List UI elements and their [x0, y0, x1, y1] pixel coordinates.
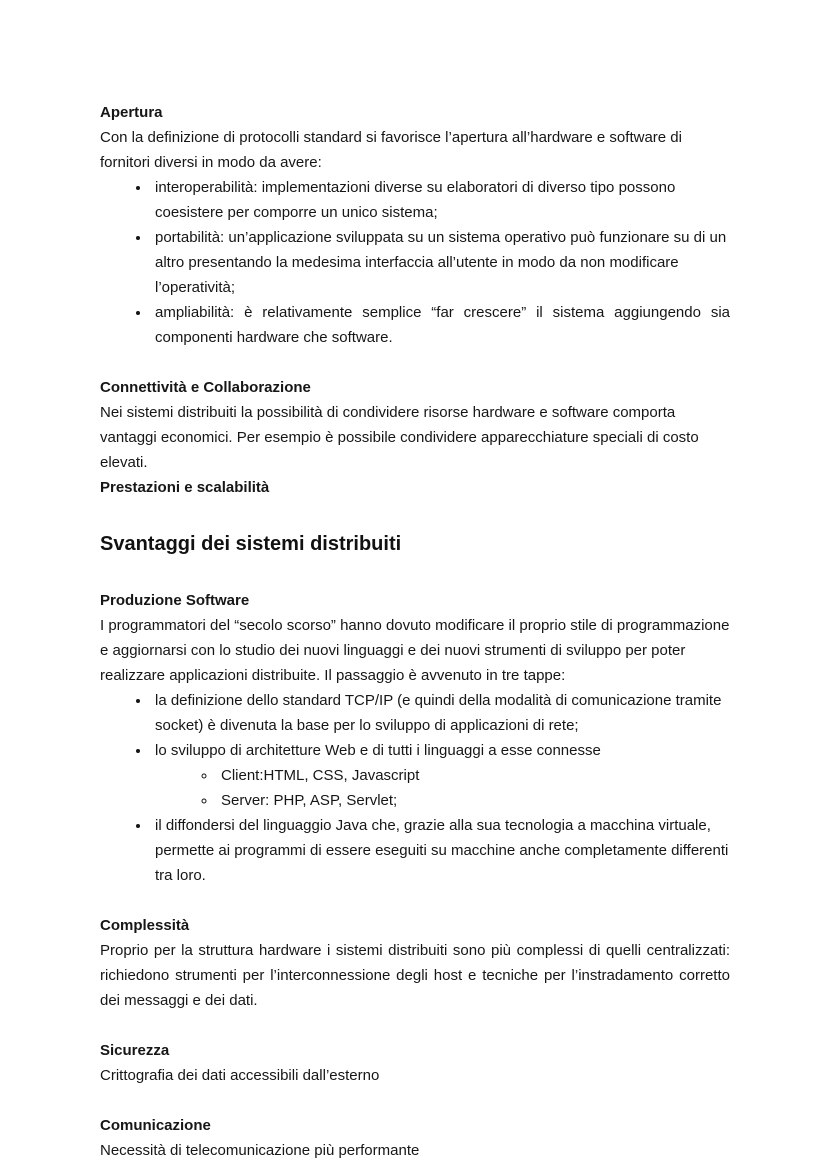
paragraph: Crittografia dei dati accessibili dall’esterno	[100, 1067, 380, 1084]
paragraph: Necessità di telecomunicazione più performante	[100, 1142, 420, 1159]
spacer	[100, 350, 730, 375]
bullet-item-text: lo sviluppo di architetture Web e di tutti i linguaggi a esse connesse	[155, 742, 601, 759]
section-heading: Complessità	[100, 917, 190, 934]
paragraph: Con la definizione di protocolli standard si favorisce l’apertura all’hardware e software di fornitori diversi in modo da avere:	[100, 129, 682, 171]
section-heading: Sicurezza	[100, 1042, 170, 1059]
section-heading: Comunicazione	[100, 1117, 211, 1134]
spacer	[100, 888, 730, 913]
spacer	[100, 1013, 730, 1038]
section-heading: Prestazioni e scalabilità	[100, 479, 270, 496]
section-heading: Apertura	[100, 104, 163, 121]
section-heading: Produzione Software	[100, 592, 250, 609]
bullet-list	[100, 688, 730, 888]
bullet-item	[151, 175, 730, 225]
bullet-item	[151, 688, 730, 738]
bullet-item	[151, 225, 730, 300]
bullet-item	[151, 813, 730, 888]
bullet-item	[151, 738, 730, 813]
paragraph: Proprio per la struttura hardware i sistemi distribuiti sono più complessi di quelli centralizzati: richiedono strumenti per l’interconnessione degli host e tecniche per l’instradamento corretto dei messaggi e dei dati.	[100, 942, 730, 1009]
bullet-item-text: il diffondersi del linguaggio Java che, grazie alla sua tecnologia a macchina virtuale, permette ai programmi di essere eseguiti su macchine anche completamente differenti tra loro.	[155, 817, 729, 884]
bullet-list	[100, 175, 730, 350]
bullet-item-text: ampliabilità: è relativamente semplice “far crescere” il sistema aggiungendo sia componenti hardware che software.	[155, 304, 730, 346]
spacer	[100, 500, 730, 525]
bullet-item	[151, 300, 730, 350]
paragraph: Nei sistemi distribuiti la possibilità di condividere risorse hardware e software comporta vantaggi economici. Per esempio è possibile condividere apparecchiature speciali di costo elevati.	[100, 404, 699, 471]
spacer	[100, 1088, 730, 1113]
paragraph: I programmatori del “secolo scorso” hanno dovuto modificare il proprio stile di programmazione e aggiornarsi con lo studio dei nuovi linguaggi e dei nuovi strumenti di sviluppo per poter realizzare applicazioni distribuite. Il passaggio è avvenuto in tre tappe:	[100, 617, 730, 684]
spacer	[100, 563, 730, 588]
sub-bullet-item: ◦ Server: PHP, ASP, Servlet;	[217, 788, 730, 813]
document-title: Svantaggi dei sistemi distribuiti	[100, 533, 402, 555]
bullet-item-text: interoperabilità: implementazioni diverse su elaboratori di diverso tipo possono coesistere per comporre un unico sistema;	[155, 179, 676, 221]
section-heading: Connettività e Collaborazione	[100, 379, 311, 396]
sub-bullet-list	[155, 763, 730, 813]
sub-bullet-item: ◦ Client:HTML, CSS, Javascript	[217, 763, 730, 788]
bullet-item-text: portabilità: un’applicazione sviluppata su un sistema operativo può funzionare su di un altro presentando la medesima interfaccia all’utente in modo da non modificare l’operatività;	[155, 229, 727, 296]
bullet-item-text: la definizione dello standard TCP/IP (e quindi della modalità di comunicazione tramite socket) è divenuta la base per lo sviluppo di applicazioni di rete;	[155, 692, 722, 734]
